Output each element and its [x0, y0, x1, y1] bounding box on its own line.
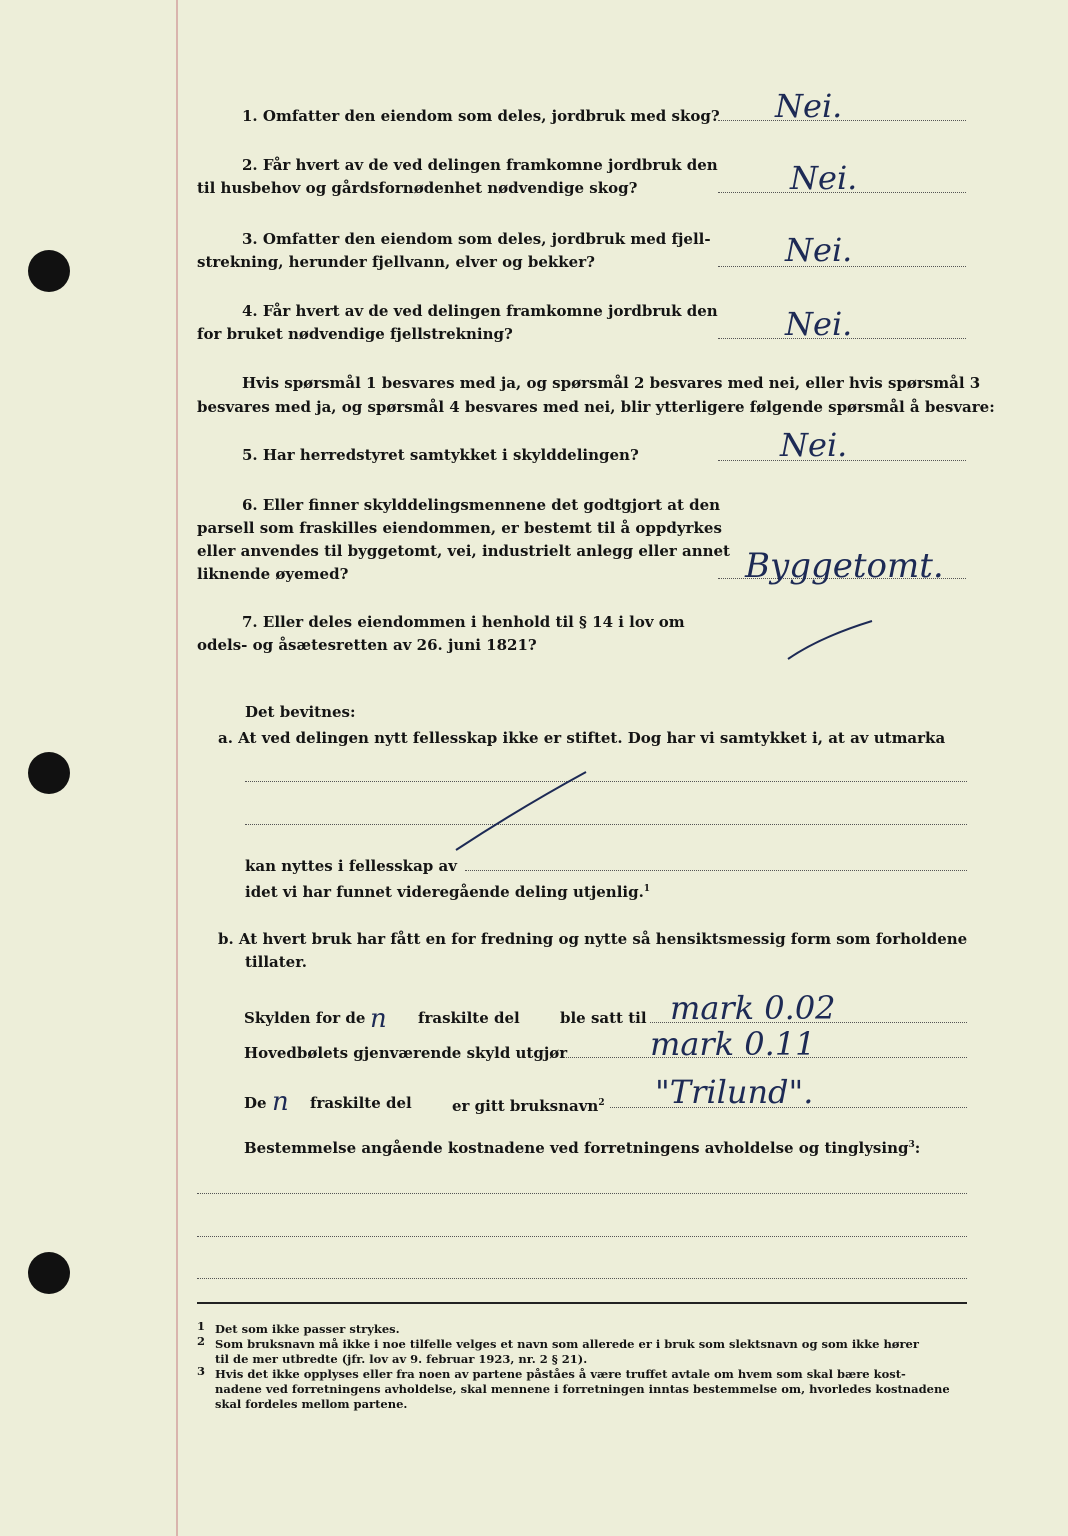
footnote-2-line2: til de mer utbredte (jfr. lov av 9. februar 1923, nr. 2 § 21). [215, 1352, 588, 1366]
skyld-row3-value: "Trilund". [655, 1073, 814, 1111]
question-4-line2: for bruket nødvendige fjellstrekning? [197, 325, 513, 343]
question-4-line1: 4. Får hvert av de ved delingen framkomne jordbruk den [242, 302, 718, 320]
common-use-line [465, 870, 967, 871]
question-6-line4: liknende øyemed? [197, 565, 349, 583]
certify-a-text: a. At ved delingen nytt fellesskap ikke er stiftet. Dog har vi samtykket i, at av utmarka [218, 729, 946, 747]
footnote-1-text: Det som ikke passer strykes. [215, 1322, 400, 1336]
punch-hole-middle [28, 752, 70, 794]
skyld-row3-handmark: n [272, 1087, 289, 1117]
utmark-strike-mark [440, 768, 600, 858]
footnote-3-line1: Hvis det ikke opplyses eller fra noen av partene påståes å være truffet avtale om hvem som skal bære kost- [215, 1367, 906, 1381]
condition-line1: Hvis spørsmål 1 besvares med ja, og spørsmål 2 besvares med nei, eller hvis spørsmål 3 [242, 374, 981, 392]
footnote-2-number: 2 [197, 1334, 206, 1348]
footnote-divider [197, 1302, 967, 1304]
question-2-line2: til husbehov og gårdsfornødenhet nødvendige skog? [197, 179, 638, 197]
question-6-line1: 6. Eller finner skylddelingsmennene det godtgjort at den [242, 496, 721, 514]
costs-line-1 [197, 1193, 967, 1194]
skyld-row3-label: De [244, 1094, 267, 1112]
page-margin-line [176, 0, 178, 1536]
answer-4-handwritten: Nei. [785, 305, 853, 343]
skyld-row3-part: fraskilte del [310, 1094, 412, 1112]
certify-heading: Det bevitnes: [245, 703, 356, 721]
question-6-line3: eller anvendes til byggetomt, vei, industrielt anlegg eller annet [197, 542, 730, 560]
common-use-label: kan nyttes i fellesskap av [245, 857, 457, 875]
punch-hole-top [28, 250, 70, 292]
answer-3-handwritten: Nei. [785, 231, 853, 269]
punch-hole-bottom [28, 1252, 70, 1294]
certify-b-line2: tillater. [245, 953, 307, 971]
footnote-3-line2: nadene ved forretningens avholdelse, skal mennene i forretningen inntas bestemmelse om, hvorledes kostnadene [215, 1382, 950, 1396]
utmark-line-2 [245, 824, 967, 825]
question-2-line1: 2. Får hvert av de ved delingen framkomne jordbruk den [242, 156, 718, 174]
costs-line-2 [197, 1236, 967, 1237]
certify-b-line1: b. At hvert bruk har fått en for fredning og nytte så hensiktsmessig form som forholdene [218, 930, 968, 948]
question-7-line1: 7. Eller deles eiendommen i henhold til § 14 i lov om [242, 613, 685, 631]
skyld-row1-label: Skylden for de [244, 1009, 366, 1027]
answer-1-handwritten: Nei. [775, 87, 843, 125]
question-5-text: 5. Har herredstyret samtykket i skylddelingen? [242, 446, 639, 464]
question-3-line2: strekning, herunder fjellvann, elver og bekker? [197, 253, 595, 271]
skyld-row1-value: mark 0.02 [670, 989, 836, 1027]
skyld-row1-set: ble satt til [560, 1009, 647, 1027]
condition-line2: besvares med ja, og spørsmål 4 besvares med nei, blir ytterligere følgende spørsmål å besvare: [197, 398, 995, 416]
costs-label: Bestemmelse angående kostnadene ved forretningens avholdelse og tinglysing$^3$: [244, 1139, 921, 1157]
skyld-row1-part: fraskilte del [418, 1009, 520, 1027]
answer-6-handwritten: Byggetomt. [745, 546, 944, 586]
footnote-1-number: 1 [197, 1319, 206, 1333]
costs-line-3 [197, 1278, 967, 1279]
skyld-row3-name-label: er gitt bruksnavn$^2$ [452, 1097, 605, 1115]
utmark-line-1 [245, 781, 967, 782]
footnote-2-line1: Som bruksnavn må ikke i noe tilfelle velges et navn som allerede er i bruk som slektsnavn og som ikke hører [215, 1337, 919, 1351]
question-3-line1: 3. Omfatter den eiendom som deles, jordbruk med fjell- [242, 230, 711, 248]
question-6-line2: parsell som fraskilles eiendommen, er bestemt til å oppdyrkes [197, 519, 722, 537]
skyld-row2-value: mark 0.11 [650, 1025, 816, 1063]
footnote-3-number: 3 [197, 1364, 206, 1378]
question-1-text: 1. Omfatter den eiendom som deles, jordbruk med skog? [242, 107, 720, 125]
footnote-3-line3: skal fordeles mellom partene. [215, 1397, 408, 1411]
answer-2-handwritten: Nei. [790, 159, 858, 197]
skyld-row1-handmark: n [370, 1004, 387, 1034]
finding-text: idet vi har funnet videregående deling utjenlig.$^1$ [245, 883, 651, 901]
answer-5-handwritten: Nei. [780, 426, 848, 464]
skyld-row2-label: Hovedbølets gjenværende skyld utgjør [244, 1044, 568, 1062]
question-7-line2: odels- og åsætesretten av 26. juni 1821? [197, 636, 537, 654]
answer-7-strike-mark [780, 615, 880, 665]
